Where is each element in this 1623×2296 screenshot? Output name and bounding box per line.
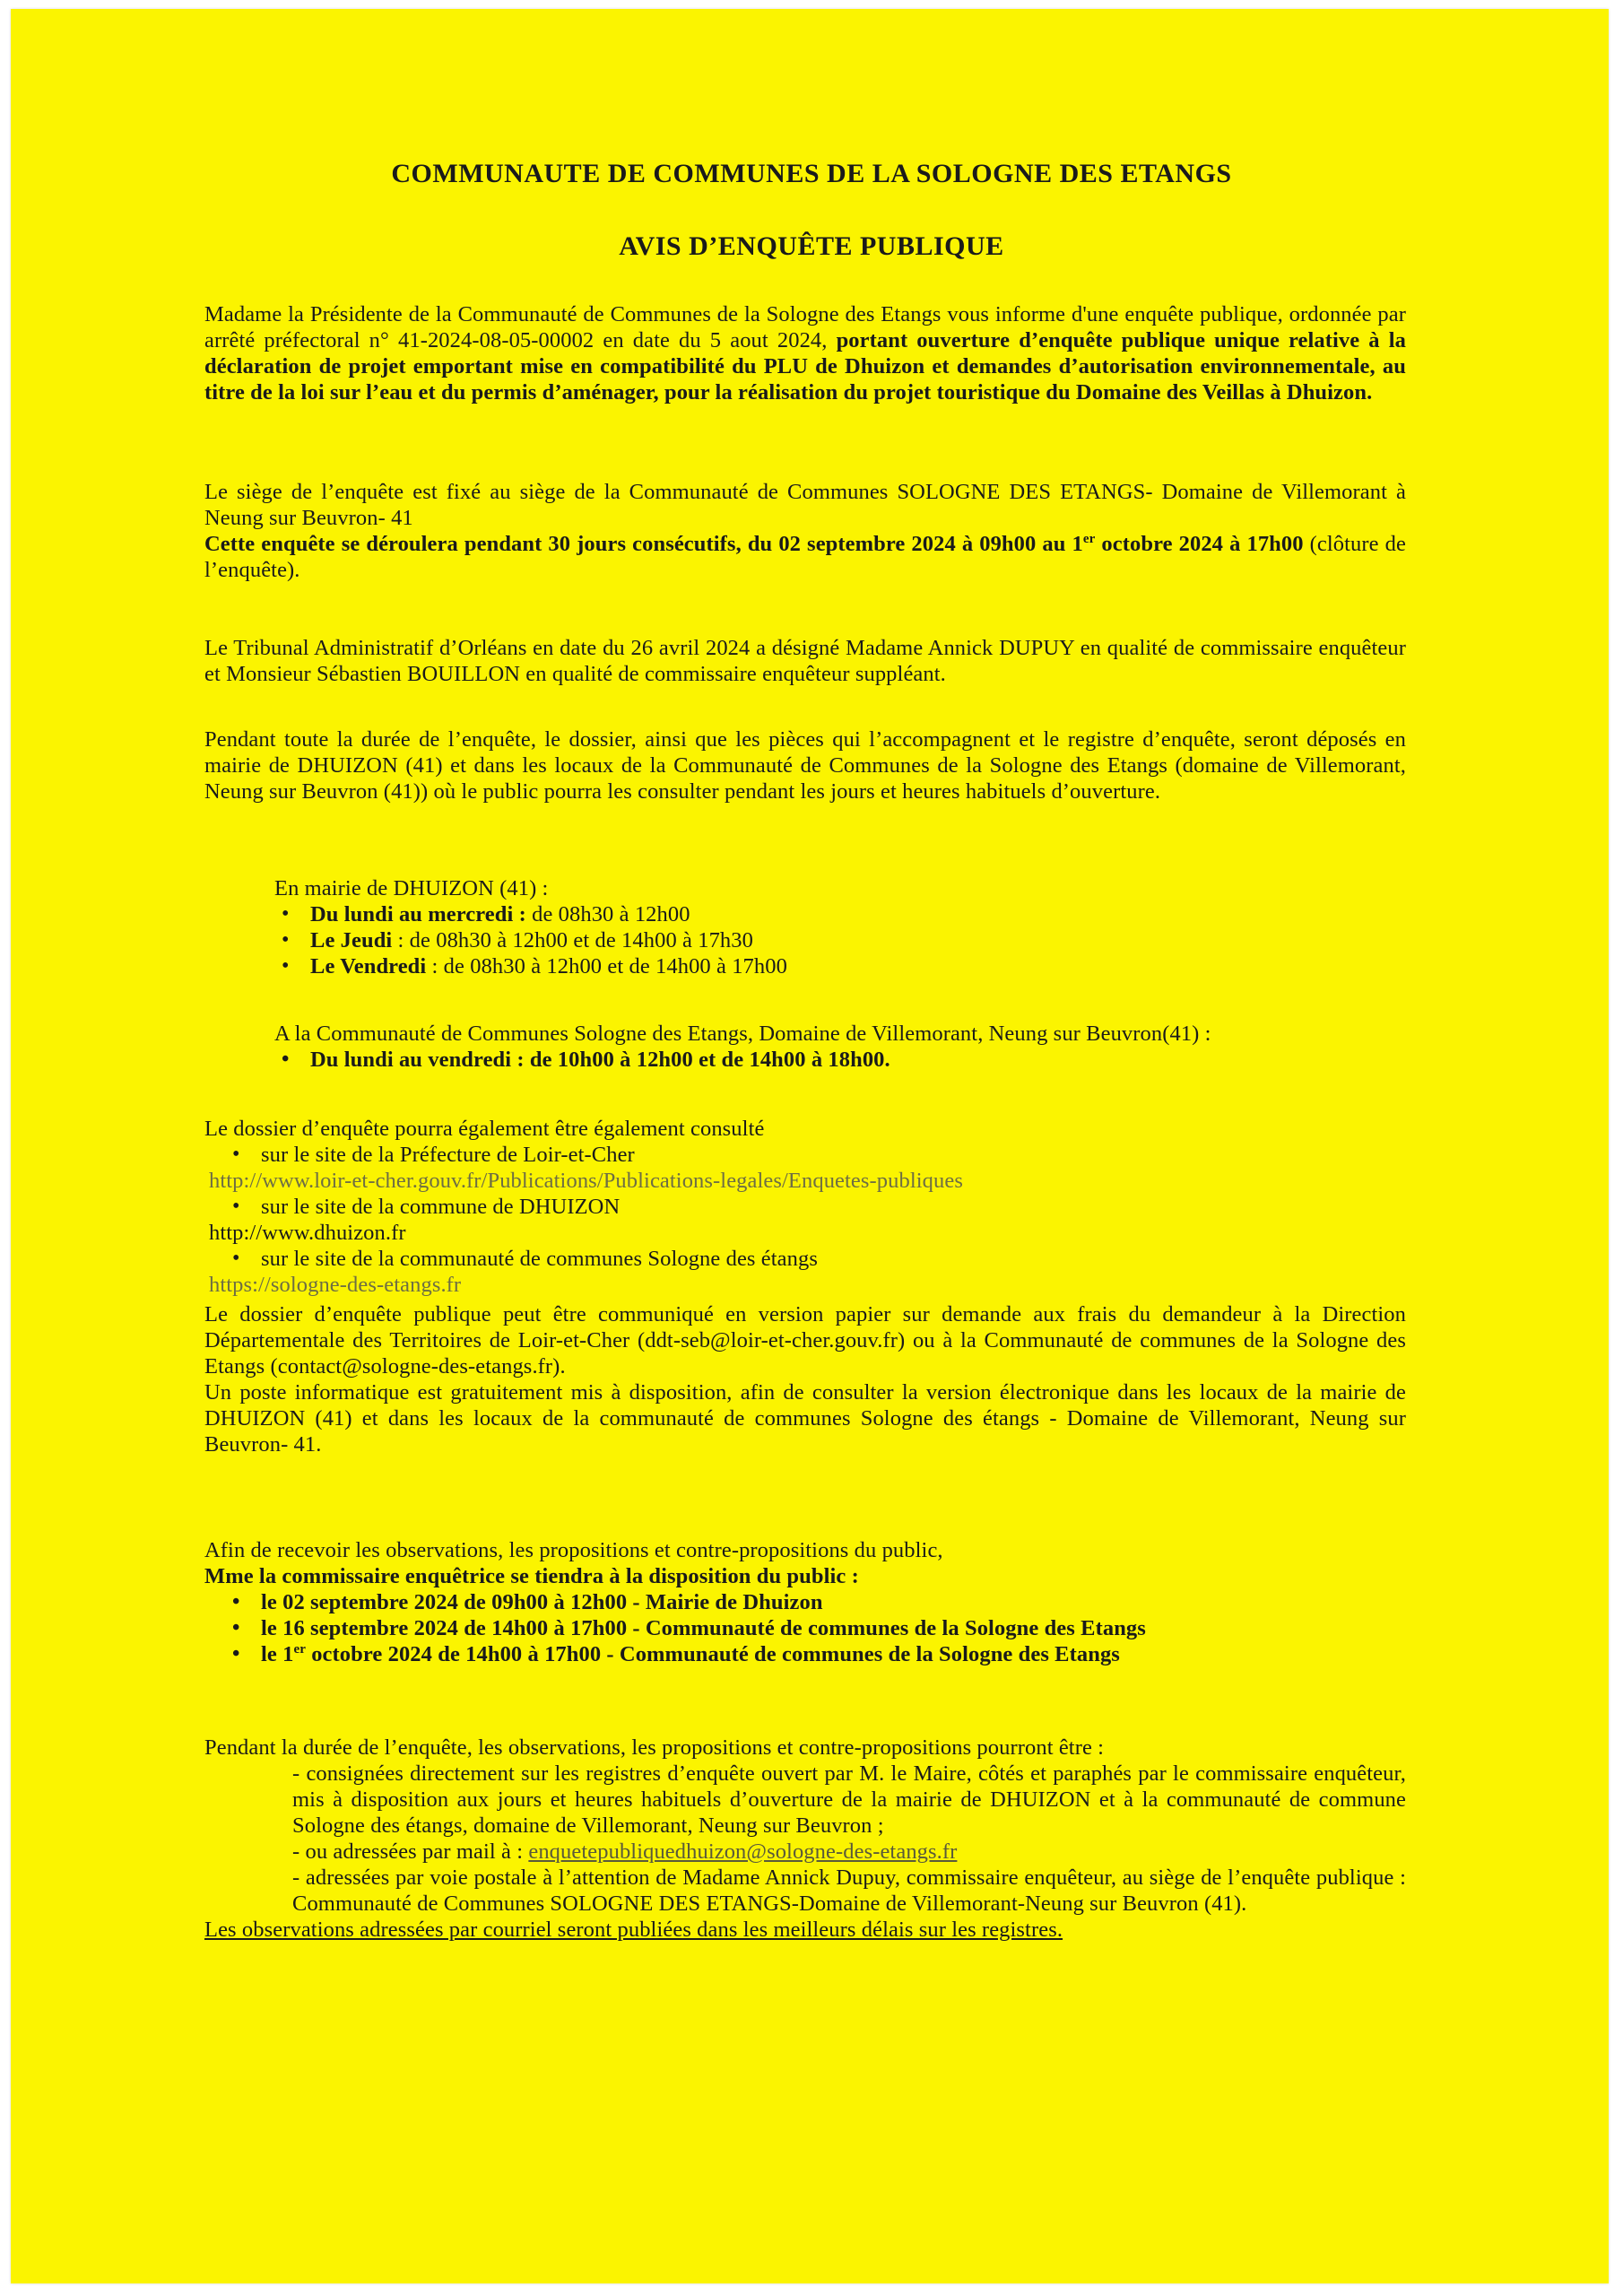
- intro-text: Madame la Présidente de la Communauté de Communes de la Sologne des Etangs vous informe d'une enquête publique, ordonnée par arrêté préfectoral n° 41-2024-08-05-00002 en date du 5 aout 2024,: [204, 302, 1406, 352]
- siege-paragraph: [204, 479, 1406, 583]
- consultation-heading: Le dossier d’enquête pourra également être également consulté: [204, 1117, 765, 1141]
- poste-paragraph: Un poste informatique est gratuitement mis à disposition, afin de consulter la version électronique dans les locaux de la mairie de DHUIZON (41) et dans les locaux de la communauté de communes Sologne des étangs - Domaine de Villemorant, Neung sur Beuvron- 41.: [204, 1380, 1406, 1457]
- duree-text: [204, 531, 1406, 583]
- consultation-sites-list-3: [261, 1246, 1406, 1272]
- list-item: • le 16 septembre 2024 de 14h00 à 17h00 - Communauté de communes de la Sologne des Etangs: [261, 1615, 1406, 1641]
- consultation-sites-list: [261, 1142, 1406, 1168]
- duree-bold-b: octobre 2024 à 17h00: [1095, 532, 1304, 556]
- list-item: • sur le site de la communauté de communes Sologne des étangs: [261, 1246, 1406, 1272]
- duree-sup: er: [1082, 531, 1096, 546]
- permanences-section: [204, 1537, 1406, 1667]
- organisation-title: COMMUNAUTE DE COMMUNES DE LA SOLOGNE DES ETANGS: [391, 159, 1232, 188]
- tribunal-paragraph: Le Tribunal Administratif d’Orléans en date du 26 avril 2024 a désigné Madame Annick DUPUY en qualité de commissaire enquêteur et Monsieur Sébastien BOUILLON en qualité de commissaire enquêteur suppléant.: [204, 636, 1406, 686]
- consultation-section: [204, 1116, 1406, 1298]
- permanences-list: [261, 1589, 1406, 1667]
- sologne-link[interactable]: https://sologne-des-etangs.fr: [209, 1273, 462, 1297]
- list-item: • Le Vendredi : de 08h30 à 12h00 et de 14h00 à 17h00: [310, 953, 1406, 979]
- intro-bold-text: portant ouverture d’enquête publique unique relative à la déclaration de projet emportant mise en compatibilité du PLU de Dhuizon et demandes d’autorisation environnementale, au titre de la loi sur l’eau et du permis d’aménager, pour la réalisation du projet touristique du Domaine des Veillas à Dhuizon.: [204, 328, 1406, 404]
- prefecture-link[interactable]: http://www.loir-et-cher.gouv.fr/Publications/Publications-legales/Enquetes-publiques: [209, 1169, 963, 1193]
- duree-end: (clôture de l’enquête).: [204, 532, 1406, 582]
- observations-final: Les observations adressées par courriel seront publiées dans les meilleurs délais sur les registres.: [204, 1918, 1063, 1942]
- permanences-heading: Mme la commissaire enquêtrice se tiendra à la disposition du public :: [204, 1564, 859, 1588]
- observations-mail: - ou adressées par mail à : enquetepubliquedhuizon@sologne-des-etangs.fr: [292, 1839, 958, 1864]
- observations-section: [204, 1735, 1406, 1943]
- communaute-hours: [274, 1021, 1406, 1073]
- list-item: • sur le site de la Préfecture de Loir-et-Cher: [261, 1142, 1406, 1168]
- siege-text: Le siège de l’enquête est fixé au siège de la Communauté de Communes SOLOGNE DES ETANGS- Domaine de Villemorant à Neung sur Beuvron- 41: [204, 480, 1406, 530]
- mairie-hours: [274, 875, 1406, 979]
- mail-link[interactable]: enquetepubliquedhuizon@sologne-des-etangs.fr: [528, 1839, 958, 1864]
- papier-paragraph: Le dossier d’enquête publique peut être communiqué en version papier sur demande aux frais du demandeur à la Direction Départementale des Territoires de Loir-et-Cher (ddt-seb@loir-et-cher.gouv.fr) ou à la Communauté de communes de la Sologne des Etangs (contact@sologne-des-etangs.fr).: [204, 1302, 1406, 1378]
- mairie-hours-list: [310, 901, 1406, 979]
- observations-postale: - adressées par voie postale à l’attention de Madame Annick Dupuy, commissaire enquêteur, au siège de l’enquête publique : Communauté de Communes SOLOGNE DES ETANGS-Domaine de Villemorant-Neung sur Beuvron (41).: [292, 1866, 1406, 1916]
- list-item: • le 02 septembre 2024 de 09h00 à 12h00 - Mairie de Dhuizon: [261, 1589, 1406, 1615]
- dossier-depot-paragraph: Pendant toute la durée de l’enquête, le dossier, ainsi que les pièces qui l’accompagnent et le registre d’enquête, seront déposés en mairie de DHUIZON (41) et dans les locaux de la Communauté de Communes de la Sologne des Etangs (domaine de Villemorant, Neung sur Beuvron (41)) où le public pourra les consulter pendant les jours et heures habituels d’ouverture.: [204, 727, 1406, 804]
- list-item: • Du lundi au vendredi : de 10h00 à 12h00 et de 14h00 à 18h00.: [310, 1047, 1406, 1073]
- mairie-heading: En mairie de DHUIZON (41) :: [274, 876, 549, 900]
- consultation-sites-list-2: [261, 1194, 1406, 1220]
- list-item: • Du lundi au mercredi : de 08h30 à 12h00: [310, 901, 1406, 927]
- list-item: • sur le site de la commune de DHUIZON: [261, 1194, 1406, 1220]
- duree-bold-a: Cette enquête se déroulera pendant 30 jours consécutifs, du 02 septembre 2024 à 09h00 au 1: [204, 532, 1083, 556]
- observations-registres: - consignées directement sur les registres d’enquête ouvert par M. le Maire, côtés et paraphés par le commissaire enquêteur, mis à disposition aux jours et heures habituels d’ouverture de la mairie de DHUIZON et à la communauté de commune Sologne des étangs, domaine de Villemorant, Neung sur Beuvron ;: [292, 1761, 1406, 1838]
- list-item: • le 1er octobre 2024 de 14h00 à 17h00 - Communauté de communes de la Sologne des Etangs: [261, 1641, 1406, 1667]
- dhuizon-link[interactable]: http://www.dhuizon.fr: [209, 1221, 406, 1245]
- observations-heading: Pendant la durée de l’enquête, les observations, les propositions et contre-propositions pourront être :: [204, 1735, 1105, 1760]
- notice-title: AVIS D’ENQUÊTE PUBLIQUE: [619, 231, 1004, 261]
- communaute-heading: A la Communauté de Communes Sologne des Etangs, Domaine de Villemorant, Neung sur Beuvron(41) :: [274, 1022, 1211, 1046]
- intro-paragraph: [204, 301, 1406, 405]
- list-item: • Le Jeudi : de 08h30 à 12h00 et de 14h00 à 17h30: [310, 927, 1406, 953]
- communaute-hours-list: [310, 1047, 1406, 1073]
- permanences-intro: Afin de recevoir les observations, les propositions et contre-propositions du public,: [204, 1538, 943, 1562]
